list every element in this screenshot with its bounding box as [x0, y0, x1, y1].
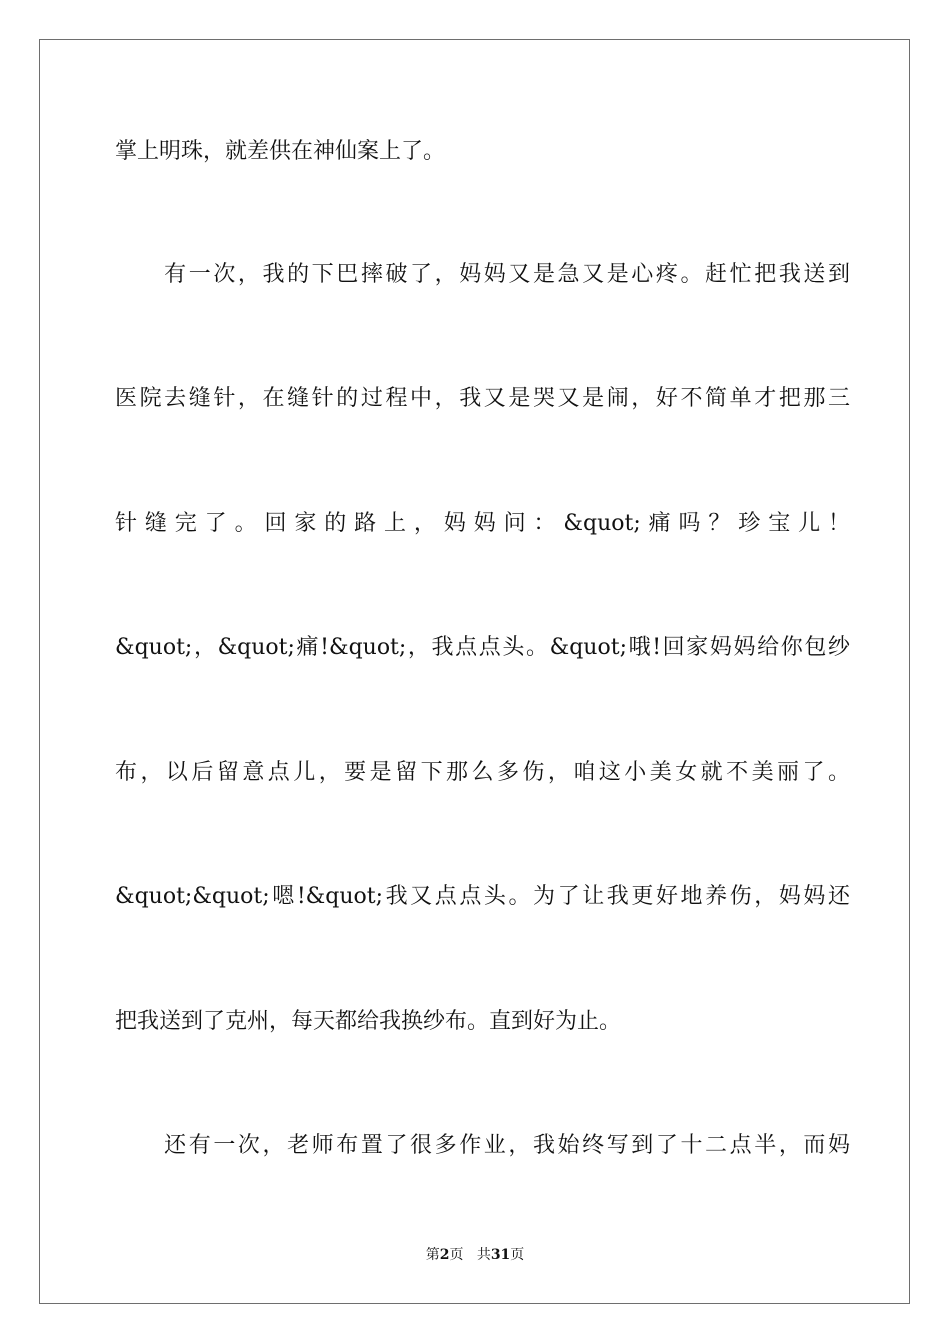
text-line-4: 针缝完了。回家的路上，妈妈问：&quot;痛吗？珍宝儿！: [115, 511, 850, 536]
text-line-2: 有一次，我的下巴摔破了，妈妈又是急又是心疼。赶忙把我送到: [115, 262, 850, 287]
footer-page-prefix: 第: [425, 1247, 440, 1263]
text-line-8: 把我送到了克州，每天都给我换纱布。直到好为止。: [115, 1009, 622, 1034]
text-line-7: &quot;&quot;嗯!&quot;我又点点头。为了让我更好地养伤，妈妈还: [115, 884, 850, 909]
footer-total-prefix: 共: [476, 1247, 491, 1263]
footer-page-number: 2: [439, 1247, 450, 1263]
footer-total-number: 31: [490, 1247, 511, 1263]
page-footer: [0, 1245, 950, 1265]
text-line-1: 掌上明珠，就差供在神仙案上了。: [115, 139, 446, 164]
page-border: [39, 39, 910, 1304]
text-line-5: &quot;，&quot;痛!&quot;，我点点头。&quot;哦!回家妈妈给你包纱: [115, 635, 850, 660]
text-line-6: 布，以后留意点儿，要是留下那么多伤，咱这小美女就不美丽了。: [115, 760, 850, 785]
text-line-9: 还有一次，老师布置了很多作业，我始终写到了十二点半，而妈: [115, 1133, 850, 1158]
footer-total-suffix: 页: [510, 1247, 525, 1263]
footer-page-suffix: 页: [449, 1247, 464, 1263]
text-line-3: 医院去缝针，在缝针的过程中，我又是哭又是闹，好不简单才把那三: [115, 386, 850, 411]
